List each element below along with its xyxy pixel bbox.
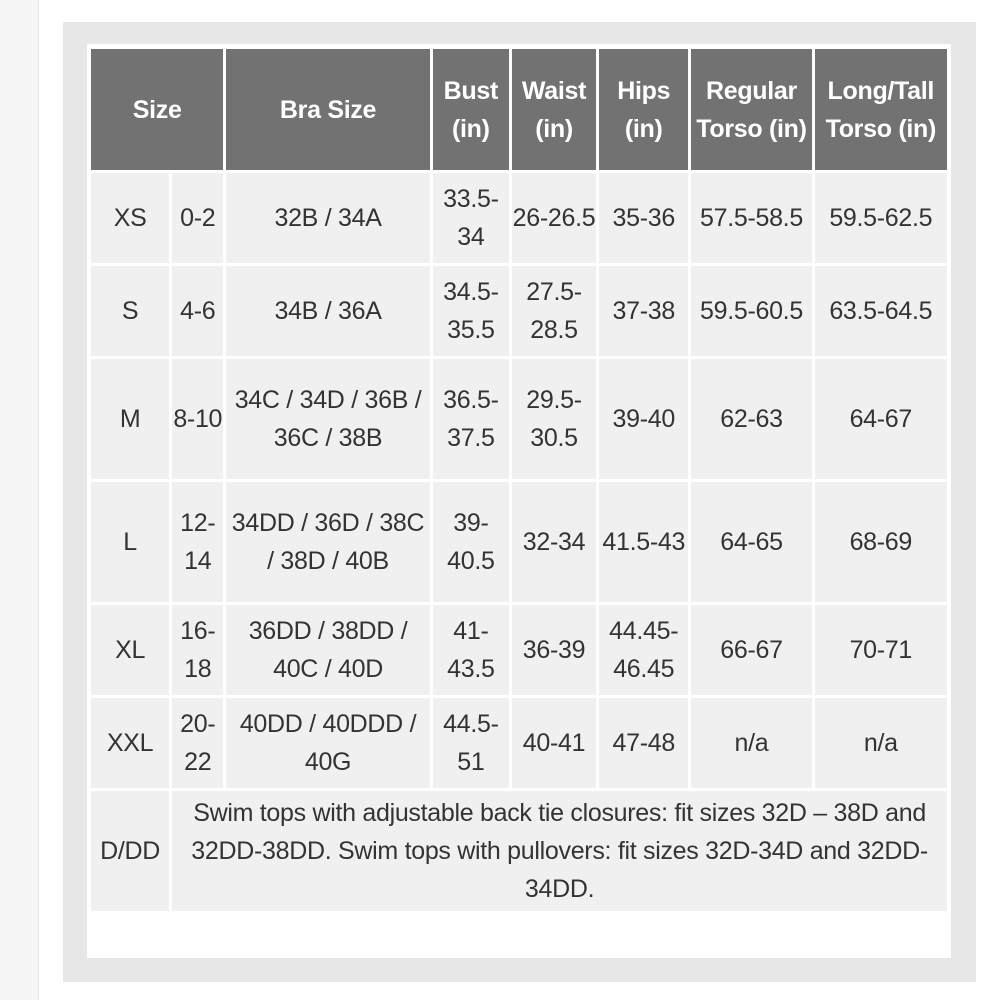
cell-num-size: 8-10	[172, 359, 223, 479]
cell-regular-torso: 64-65	[691, 482, 811, 602]
cell-long-torso: n/a	[815, 698, 947, 788]
cell-regular-torso: 57.5-58.5	[691, 173, 811, 263]
cell-bust: 36.5-37.5	[433, 359, 509, 479]
cell-hips: 44.45-46.45	[599, 605, 688, 695]
cell-size-dd: D/DD	[91, 791, 169, 911]
table-row	[91, 173, 947, 263]
cell-regular-torso: 59.5-60.5	[691, 266, 811, 356]
cell-hips: 35-36	[599, 173, 688, 263]
cell-bra-size: 40DD / 40DDD / 40G	[226, 698, 429, 788]
cell-hips: 39-40	[599, 359, 688, 479]
cell-size: S	[91, 266, 169, 356]
cell-waist: 40-41	[512, 698, 596, 788]
header-waist: Waist (in)	[512, 49, 596, 170]
size-chart-table	[88, 46, 950, 914]
cell-num-size: 20-22	[172, 698, 223, 788]
cell-bust: 34.5-35.5	[433, 266, 509, 356]
cell-waist: 27.5-28.5	[512, 266, 596, 356]
cell-size: XS	[91, 173, 169, 263]
cell-regular-torso: 66-67	[691, 605, 811, 695]
table-row	[91, 482, 947, 602]
table-row	[91, 266, 947, 356]
cell-waist: 29.5-30.5	[512, 359, 596, 479]
header-regular-torso: Regular Torso (in)	[691, 49, 811, 170]
cell-num-size: 0-2	[172, 173, 223, 263]
cell-bust: 44.5-51	[433, 698, 509, 788]
table-row	[91, 698, 947, 788]
cell-long-torso: 59.5-62.5	[815, 173, 947, 263]
cell-num-size: 16-18	[172, 605, 223, 695]
cell-size: M	[91, 359, 169, 479]
header-hips: Hips (in)	[599, 49, 688, 170]
cell-long-torso: 64-67	[815, 359, 947, 479]
cell-regular-torso: n/a	[691, 698, 811, 788]
cell-bra-size: 32B / 34A	[226, 173, 429, 263]
cell-hips: 47-48	[599, 698, 688, 788]
table-row	[91, 359, 947, 479]
cell-long-torso: 63.5-64.5	[815, 266, 947, 356]
cell-size: XL	[91, 605, 169, 695]
cell-bra-size: 34B / 36A	[226, 266, 429, 356]
note-row	[91, 791, 947, 911]
cell-hips: 41.5-43	[599, 482, 688, 602]
header-bra-size: Bra Size	[226, 49, 429, 170]
cell-long-torso: 70-71	[815, 605, 947, 695]
cell-waist: 26-26.5	[512, 173, 596, 263]
cell-bust: 33.5-34	[433, 173, 509, 263]
cell-waist: 36-39	[512, 605, 596, 695]
cell-waist: 32-34	[512, 482, 596, 602]
cell-bust: 39-40.5	[433, 482, 509, 602]
cell-num-size: 12-14	[172, 482, 223, 602]
cell-hips: 37-38	[599, 266, 688, 356]
left-sidebar-edge	[0, 0, 39, 1000]
cell-long-torso: 68-69	[815, 482, 947, 602]
header-long-torso: Long/Tall Torso (in)	[815, 49, 947, 170]
cell-size: XXL	[91, 698, 169, 788]
cell-bust: 41-43.5	[433, 605, 509, 695]
header-bust: Bust (in)	[433, 49, 509, 170]
cell-bra-size: 34DD / 36D / 38C / 38D / 40B	[226, 482, 429, 602]
cell-bra-size: 34C / 34D / 36B / 36C / 38B	[226, 359, 429, 479]
header-row	[91, 49, 947, 170]
cell-size: L	[91, 482, 169, 602]
header-size: Size	[91, 49, 223, 170]
table-row	[91, 605, 947, 695]
cell-bra-size: 36DD / 38DD / 40C / 40D	[226, 605, 429, 695]
cell-regular-torso: 62-63	[691, 359, 811, 479]
cell-num-size: 4-6	[172, 266, 223, 356]
fit-note: Swim tops with adjustable back tie closures: fit sizes 32D – 38D and 32DD-38DD. Swim tops with pullovers: fit sizes 32D-34D and 32DD-34DD.	[172, 791, 947, 911]
